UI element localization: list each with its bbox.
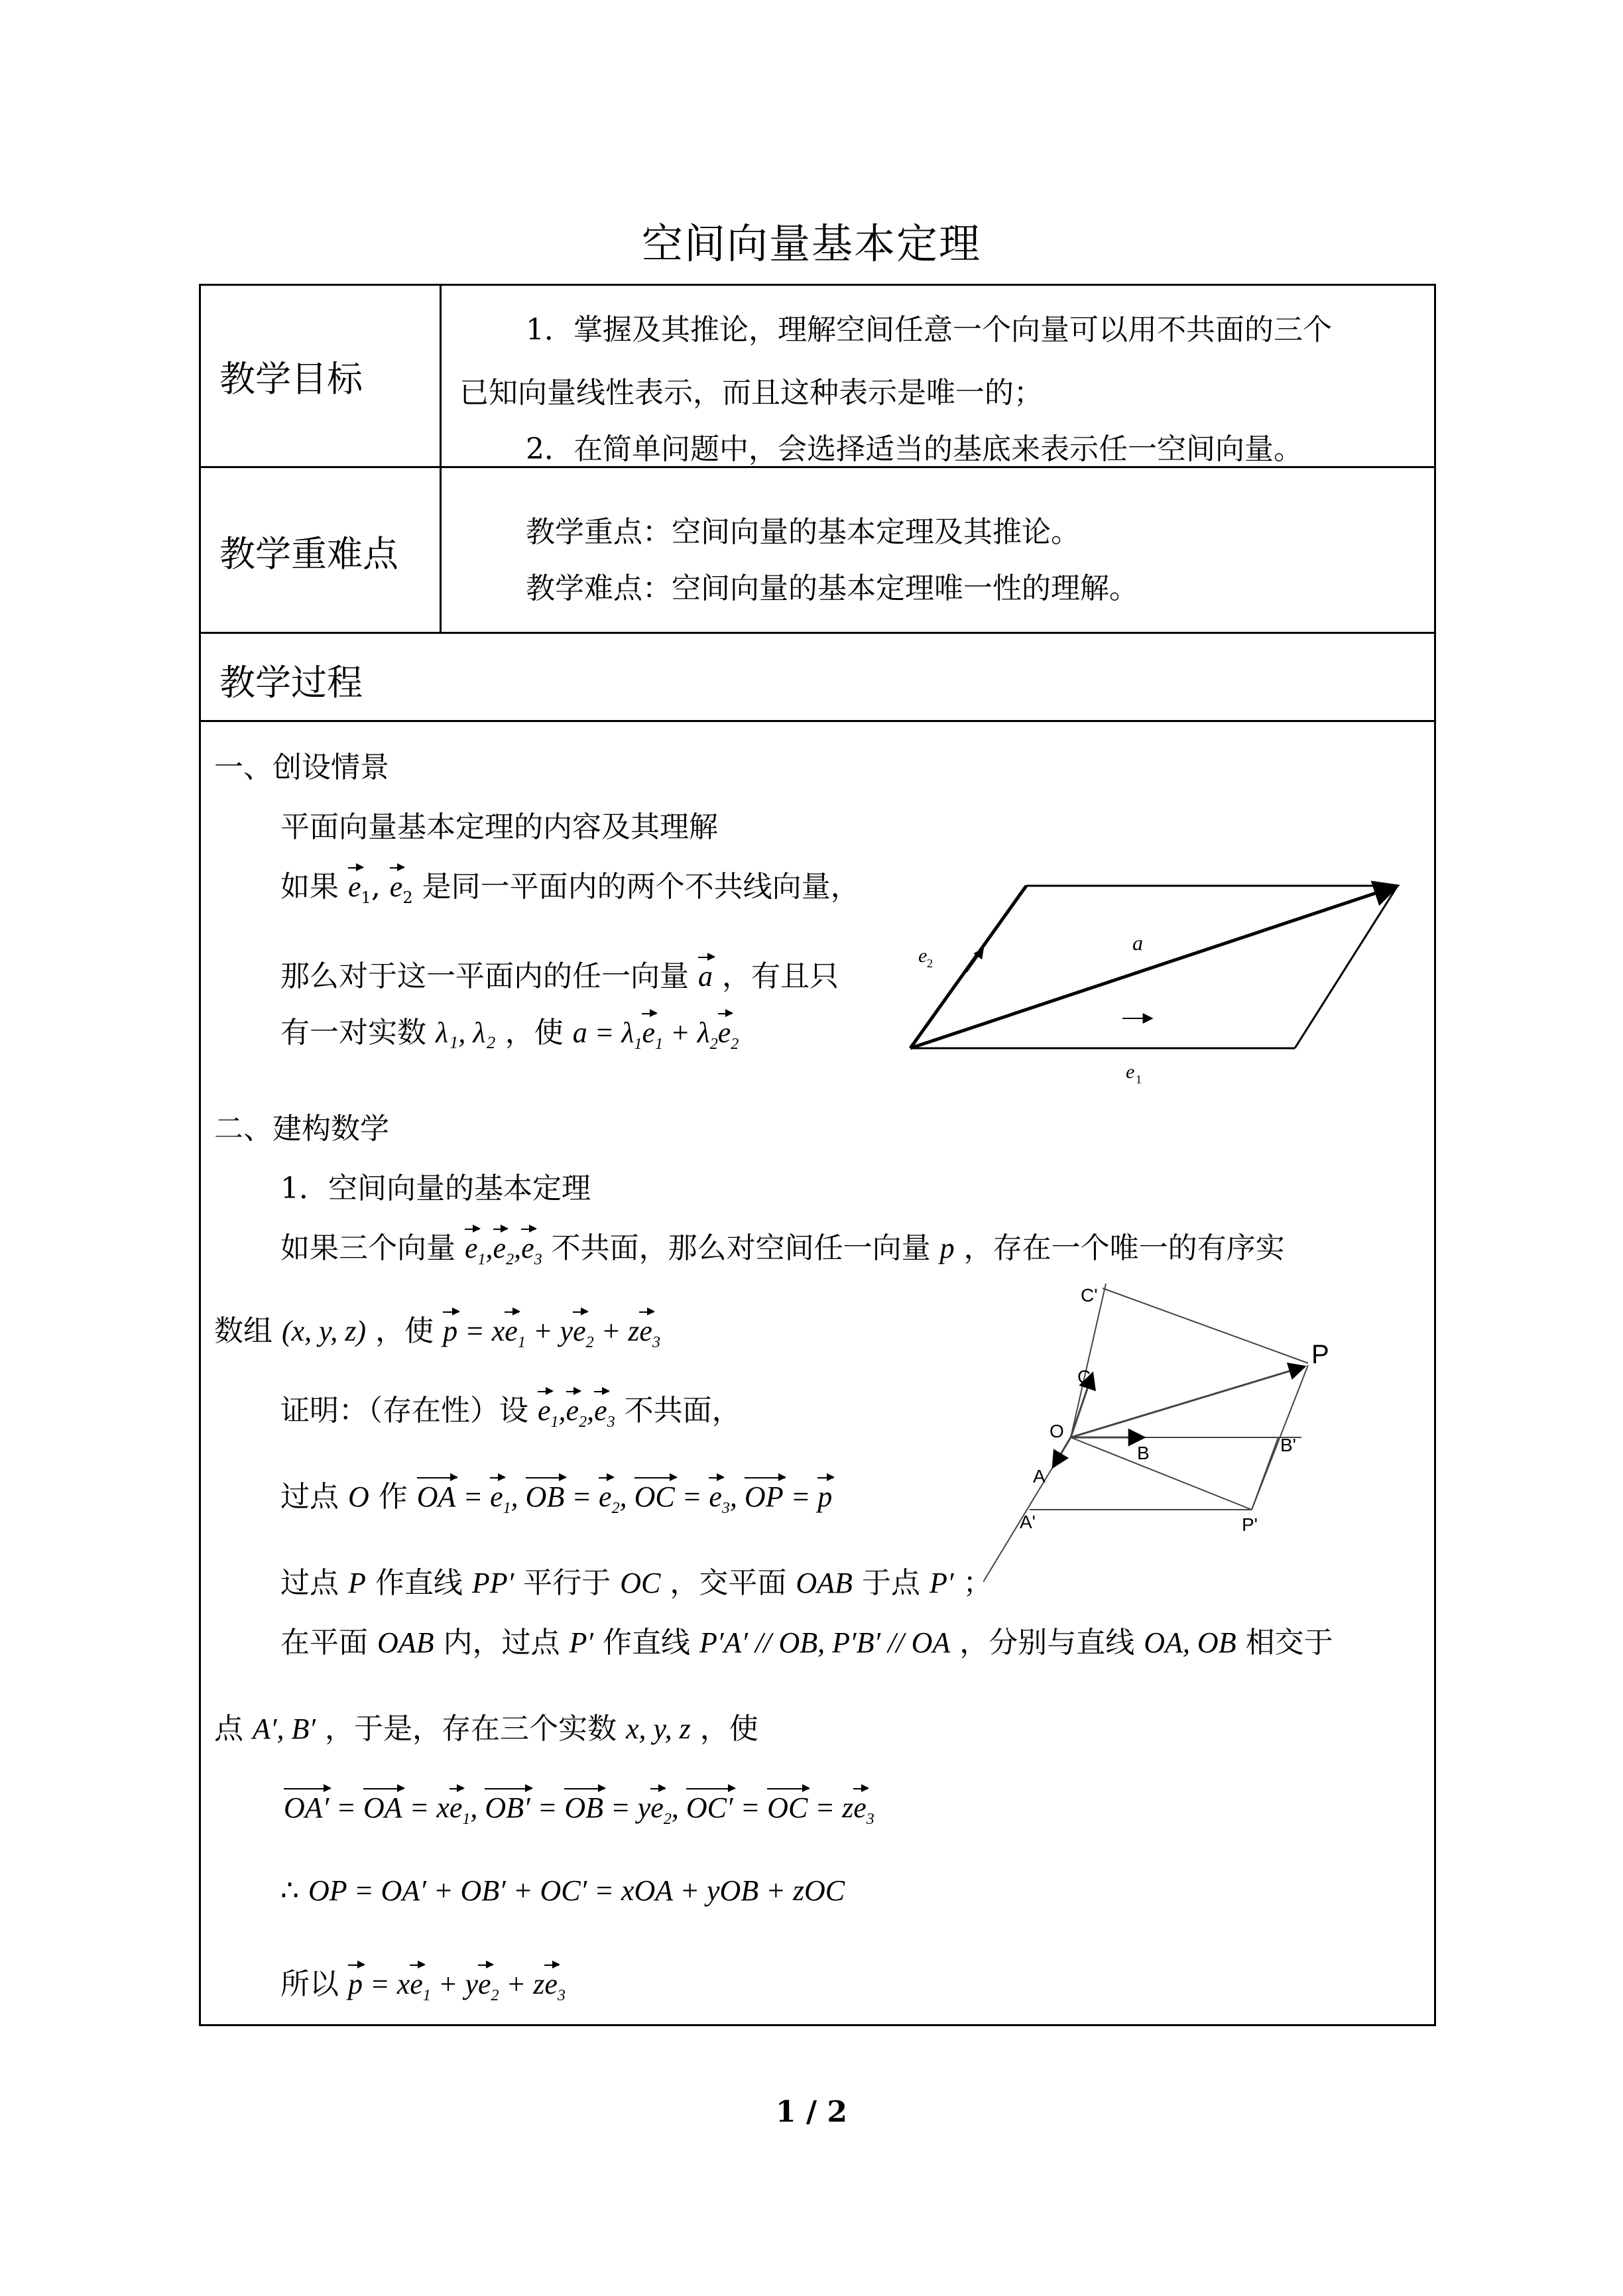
sum-equation: OP = OA′ + OB′ + OC′ = xOA + yOB + zOC <box>308 1874 845 1907</box>
therefore-symbol: ∴ <box>280 1874 299 1907</box>
step-2c: 平行于 <box>523 1566 611 1600</box>
row-label-keypoints: 教学重难点 <box>219 533 398 575</box>
component-equations: OA′ = OA = $xe_1$, OB′ = OB = $ye_2$, OC′ = OC = $ze_3$ <box>284 1791 874 1828</box>
space-decomposition-figure <box>983 1280 1434 1585</box>
s2-line-1b: 不共面，那么对空间任一向量 <box>551 1231 931 1265</box>
conclusion-line <box>280 1960 566 2005</box>
row-label-process: 教学过程 <box>219 662 363 703</box>
space-theorem-formula: $p = xe_1 + ye_2 + ze_3$ <box>443 1315 660 1351</box>
step-4 <box>214 1705 758 1747</box>
step-2b: 作直线 <box>375 1566 463 1600</box>
fig2-label-O: O <box>1050 1421 1064 1441</box>
conclusion-a: 所以 <box>280 1967 339 2001</box>
line-O-Cp <box>1071 1284 1106 1437</box>
step-2d: ，交平面 <box>670 1566 787 1600</box>
parallelogram-figure <box>904 863 1447 1148</box>
step-3a: 在平面 <box>280 1626 368 1660</box>
key-point: 教学重点：空间向量的基本定理及其推论。 <box>526 515 1080 549</box>
s2-line-2a: 数组 <box>214 1314 272 1348</box>
s1-line-4a: 有一对实数 <box>280 1016 426 1050</box>
parallel-relations: P′A′ // OB, P′B′ // OA <box>699 1626 951 1659</box>
a-diagonal-arrow <box>910 886 1398 1048</box>
arrow-OP <box>1071 1366 1305 1437</box>
s2-line-2 <box>214 1307 660 1352</box>
conclusion-formula: $p = xe_1 + ye_2 + ze_3$ <box>348 1968 566 2004</box>
s2-subheading: 1．空间向量的基本定理 <box>280 1172 591 1205</box>
s2-line-2b: ，使 <box>375 1314 434 1348</box>
fig1-sub-2: 2 <box>927 957 933 970</box>
point-O: O <box>348 1480 369 1513</box>
s2-line-1 <box>280 1224 1285 1269</box>
s1-line-4b: ，使 <box>505 1016 564 1050</box>
fig1-sub-1: 1 <box>1136 1073 1142 1086</box>
proof-line <box>280 1386 741 1431</box>
fig2-label-C: C <box>1077 1366 1091 1387</box>
p-symbol: p <box>939 1232 955 1264</box>
s1-line-4 <box>280 1008 739 1054</box>
s1-line-3 <box>280 952 839 995</box>
section-2-heading: 二、建构数学 <box>214 1112 389 1146</box>
step-4b: ，于是，存在三个实数 <box>325 1712 617 1746</box>
s1-line-2: 如果 $e_1$, $e_2$ 是同一平面内的两个不共线向量， <box>280 870 860 907</box>
a-vector: a <box>698 960 713 993</box>
step-3d: ，分别与直线 <box>959 1626 1135 1660</box>
ordered-triple: (x, y, z) <box>282 1315 367 1347</box>
step-4c: ，使 <box>699 1712 758 1746</box>
fig2-label-Cp: C' <box>1081 1285 1098 1305</box>
step-2 <box>280 1559 992 1601</box>
basis-vectors: $e_1,e_2,e_3$ <box>465 1232 542 1268</box>
row-label-goals: 教学目标 <box>219 358 363 400</box>
page-number: 1 / 2 <box>776 2095 847 2129</box>
step-3c: 作直线 <box>603 1626 691 1660</box>
fig1-label-a: a <box>1132 931 1143 955</box>
s2-line-1c: ，存在一个唯一的有序实 <box>963 1231 1285 1265</box>
fig1-label-e1: e <box>1126 1061 1135 1083</box>
s1-line-1: 平面向量基本定理的内容及其理解 <box>280 810 718 844</box>
s2-line-1a: 如果三个向量 <box>280 1231 455 1265</box>
step-3 <box>280 1618 1333 1661</box>
proof-a: 证明：（存在性）设 <box>280 1394 528 1427</box>
fig2-label-Pp: P' <box>1242 1514 1258 1535</box>
row-divider <box>201 632 1434 634</box>
s1-line-3b: ，有且只 <box>722 959 839 993</box>
proof-basis: $e_1,e_2,e_3$ <box>538 1394 615 1431</box>
e2-direction-marker <box>967 949 983 972</box>
parallelogram-right-edge <box>1295 886 1398 1048</box>
fig2-label-Ap: A' <box>1020 1512 1036 1532</box>
step-2f: ； <box>963 1566 992 1600</box>
step-4a: 点 <box>214 1712 243 1746</box>
step-2e: 于点 <box>861 1566 920 1600</box>
s1-line-2a: 如果 <box>280 870 339 904</box>
points-ApBp: A′, B′ <box>253 1713 316 1745</box>
goal-line-1: 1．掌握及其推论，理解空间任意一个向量可以用不共面的三个 <box>526 313 1332 347</box>
point-Pp: P′ <box>929 1567 954 1599</box>
line-O-Pp <box>1071 1437 1252 1510</box>
step-2a: 过点 <box>280 1566 339 1600</box>
proof-b: 不共面， <box>624 1394 741 1427</box>
s1-line-3a: 那么对于这一平面内的任一向量 <box>280 959 689 993</box>
point-Pp-2: P′ <box>569 1626 594 1659</box>
lesson-table <box>199 284 1436 2026</box>
lines-OA-OB: OA, OB <box>1144 1626 1236 1659</box>
line-PPp: PP′ <box>471 1567 514 1599</box>
goal-line-2: 已知向量线性表示，而且这种表示是唯一的； <box>459 376 1043 410</box>
difficult-point: 教学难点：空间向量的基本定理唯一性的理解。 <box>526 572 1138 605</box>
goal-line-3: 2．在简单问题中，会选择适当的基底来表示任一空间向量。 <box>526 432 1303 466</box>
arrow-OA <box>1053 1437 1071 1467</box>
step-1-formula: OA = $e_1$, OB = $e_2$, OC = $e_3$, OP = p <box>416 1480 833 1517</box>
plane-OAB-2: OAB <box>377 1626 434 1659</box>
point-P: P <box>348 1567 366 1599</box>
lambda-pair: λ₁, λ₂ <box>436 1016 496 1049</box>
column-divider <box>440 286 442 632</box>
fig1-label-e2: e <box>918 945 928 967</box>
page-title: 空间向量基本定理 <box>641 219 981 268</box>
e2-vector: e <box>389 871 403 903</box>
reals-xyz: x, y, z <box>626 1713 691 1745</box>
section-1-heading: 一、创设情景 <box>214 751 389 784</box>
therefore-line <box>280 1874 845 1907</box>
step-3e: 相交于 <box>1245 1626 1333 1660</box>
step-1a: 过点 <box>280 1480 339 1514</box>
step-1 <box>280 1473 832 1518</box>
fig2-label-Bp: B' <box>1280 1435 1297 1455</box>
row-divider <box>201 720 1434 722</box>
s1-line-2b: 是同一平面内的两个不共线向量， <box>422 870 860 904</box>
fig2-label-B: B <box>1137 1443 1150 1463</box>
line-OC: OC <box>620 1567 661 1599</box>
fig2-label-A: A <box>1033 1466 1046 1486</box>
plane-OAB: OAB <box>796 1567 853 1599</box>
step-3b: 内，过点 <box>443 1626 560 1660</box>
plane-theorem-formula: $a = \lambda_1e_1 + \lambda_2e_2$ <box>572 1016 739 1053</box>
line-Cp-P <box>1103 1288 1308 1363</box>
step-1b: 作 <box>378 1480 408 1514</box>
fig2-label-P: P <box>1311 1340 1329 1369</box>
e1-vector: e <box>348 871 361 903</box>
